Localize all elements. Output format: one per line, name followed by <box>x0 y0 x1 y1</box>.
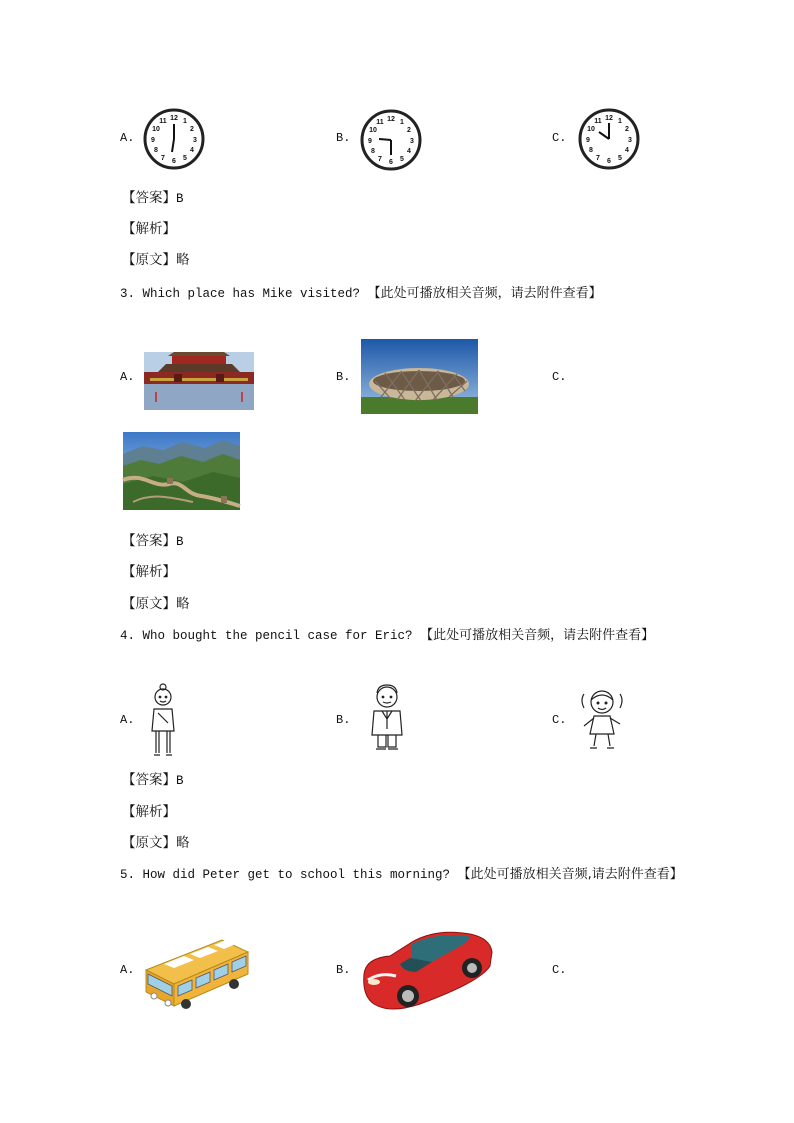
svg-text:6: 6 <box>389 159 393 166</box>
q3-source: 【原文】略 <box>122 596 190 612</box>
svg-text:10: 10 <box>152 126 160 133</box>
q4-option-c-label: C. <box>552 713 567 727</box>
q3-answer: 【答案】B <box>122 533 184 549</box>
svg-text:4: 4 <box>190 147 194 154</box>
svg-text:7: 7 <box>161 155 165 162</box>
svg-text:10: 10 <box>587 126 595 133</box>
svg-text:1: 1 <box>400 119 404 126</box>
q3-option-c-label: C. <box>552 370 567 384</box>
q2-analysis: 【解析】 <box>122 221 176 237</box>
svg-text:11: 11 <box>594 118 602 125</box>
q2-option-a-label: A. <box>120 131 135 145</box>
svg-text:3: 3 <box>628 137 632 144</box>
q3-analysis: 【解析】 <box>122 564 176 580</box>
svg-text:2: 2 <box>625 126 629 133</box>
svg-text:11: 11 <box>159 118 167 125</box>
svg-text:6: 6 <box>607 158 611 165</box>
q2-option-b-label: B. <box>336 131 351 145</box>
q5-question: 5. How did Peter get to school this morning? 【此处可播放相关音频,请去附件查看】 <box>120 867 683 882</box>
bus-illustration <box>142 926 250 1010</box>
q4-question: 4. Who bought the pencil case for Eric? 【此处可播放相关音频，请去附件查看】 <box>120 628 655 643</box>
tiananmen-image <box>144 352 254 410</box>
birds-nest-stadium-image <box>361 339 478 414</box>
q2-source: 【原文】略 <box>122 252 190 268</box>
svg-text:9: 9 <box>586 137 590 144</box>
q4-answer: 【答案】B <box>122 772 184 788</box>
woman-illustration <box>146 683 180 757</box>
svg-text:2: 2 <box>190 126 194 133</box>
q5-option-b-label: B. <box>336 963 351 977</box>
q5-option-a-label: A. <box>120 963 135 977</box>
great-wall-image <box>123 432 240 510</box>
svg-text:4: 4 <box>407 148 411 155</box>
q3-option-a-label: A. <box>120 370 135 384</box>
svg-text:2: 2 <box>407 127 411 134</box>
girl-illustration <box>578 688 626 754</box>
svg-text:5: 5 <box>183 155 187 162</box>
man-illustration <box>366 683 408 753</box>
q3-option-b-label: B. <box>336 370 351 384</box>
svg-text:5: 5 <box>618 155 622 162</box>
svg-text:9: 9 <box>368 138 372 145</box>
svg-text:9: 9 <box>151 137 155 144</box>
q2-option-c-label: C. <box>552 131 567 145</box>
svg-text:10: 10 <box>369 127 377 134</box>
q4-option-a-label: A. <box>120 713 135 727</box>
q4-option-b-label: B. <box>336 713 351 727</box>
svg-text:12: 12 <box>605 115 613 122</box>
svg-text:6: 6 <box>172 158 176 165</box>
svg-text:3: 3 <box>410 138 414 145</box>
car-illustration <box>360 922 494 1012</box>
clock-icon <box>360 109 422 171</box>
svg-text:12: 12 <box>170 115 178 122</box>
q5-option-c-label: C. <box>552 963 567 977</box>
svg-text:1: 1 <box>618 118 622 125</box>
svg-text:7: 7 <box>596 155 600 162</box>
svg-text:12: 12 <box>387 116 395 123</box>
clock-icon <box>143 108 205 170</box>
q2-answer: 【答案】B <box>122 190 184 206</box>
svg-text:5: 5 <box>400 156 404 163</box>
svg-text:8: 8 <box>154 147 158 154</box>
svg-text:11: 11 <box>376 119 384 126</box>
svg-text:8: 8 <box>371 148 375 155</box>
svg-text:4: 4 <box>625 147 629 154</box>
svg-text:7: 7 <box>378 156 382 163</box>
q4-analysis: 【解析】 <box>122 804 176 820</box>
q3-question: 3. Which place has Mike visited? 【此处可播放相关音频，请去附件查看】 <box>120 286 602 301</box>
svg-text:8: 8 <box>589 147 593 154</box>
svg-text:1: 1 <box>183 118 187 125</box>
svg-text:3: 3 <box>193 137 197 144</box>
q4-source: 【原文】略 <box>122 835 190 851</box>
clock-icon <box>578 108 640 170</box>
